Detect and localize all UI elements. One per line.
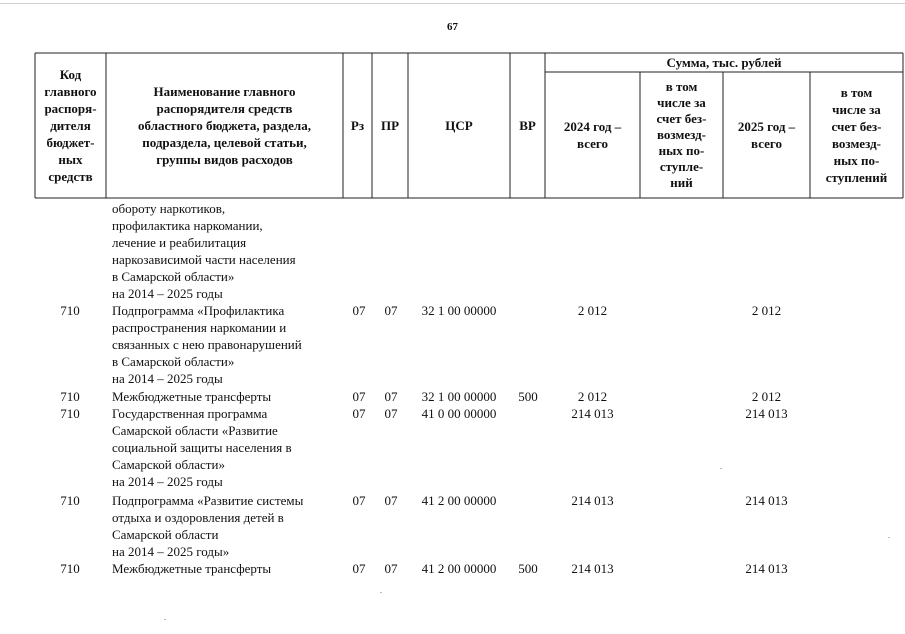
- cell-2024-total: 214 013: [571, 561, 614, 576]
- scan-speck: [380, 592, 382, 593]
- cell-vr: 500: [518, 389, 538, 404]
- header-csr: ЦСР: [445, 118, 473, 133]
- cell-code: 710: [60, 493, 80, 508]
- cell-2024-total: 2 012: [577, 303, 608, 318]
- header-2025-total: 2025 год – всего: [737, 119, 796, 151]
- cell-pr: 07: [384, 561, 398, 576]
- cell-code: 710: [60, 303, 80, 318]
- cell-code: 710: [60, 561, 80, 576]
- cell-pr: 07: [384, 493, 398, 508]
- cell-name: Межбюджетные трансферты: [112, 389, 272, 404]
- cell-code: 710: [60, 389, 80, 404]
- header-2024-grants: в том числе за счет без- возмезд- ных по- ступле- ний: [656, 79, 707, 190]
- cell-pr: 07: [384, 389, 398, 404]
- cell-rz: 07: [352, 303, 366, 318]
- cell-rz: 07: [352, 389, 366, 404]
- cell-name: Межбюджетные трансферты: [112, 561, 272, 576]
- cell-code: 710: [60, 406, 80, 421]
- cell-pr: 07: [384, 406, 398, 421]
- cell-pr: 07: [384, 303, 398, 318]
- page-number: 67: [447, 21, 458, 33]
- header-2024-total: 2024 год – всего: [563, 119, 622, 151]
- cell-csr: 41 2 00 00000: [421, 561, 497, 576]
- header-name: Наименование главного распорядителя средств областного бюджета, раздела, подраздела, целевой статьи, группы видов расходов: [138, 84, 311, 167]
- scan-speck: [164, 619, 166, 620]
- cell-2025-total: 214 013: [745, 561, 788, 576]
- cell-csr: 32 1 00 00000: [421, 303, 497, 318]
- cell-2024-total: 2 012: [577, 389, 608, 404]
- cell-csr: 32 1 00 00000: [421, 389, 497, 404]
- cell-2025-total: 2 012: [751, 303, 782, 318]
- cell-rz: 07: [352, 561, 366, 576]
- header-code: Код главного распоря- дителя бюджет- ных средств: [44, 67, 97, 184]
- header-rz: Рз: [350, 118, 365, 133]
- cell-name: обороту наркотиков, профилактика наркомании, лечение и реабилитация наркозависимой части населения в Самарской области» на 2014 – 2025 годы: [112, 201, 296, 301]
- header-vr: ВР: [519, 118, 536, 133]
- header-pr: ПР: [380, 118, 400, 133]
- cell-name: Государственная программа Самарской области «Развитие социальной защиты населения в Самарской области» на 2014 – 2025 годы: [112, 406, 292, 489]
- scan-speck: [888, 537, 890, 538]
- cell-2025-total: 214 013: [745, 406, 788, 421]
- cell-rz: 07: [352, 406, 366, 421]
- cell-name: Подпрограмма «Развитие системы отдыха и оздоровления детей в Самарской области на 2014 – 2025 годы»: [112, 493, 304, 559]
- cell-2024-total: 214 013: [571, 406, 614, 421]
- cell-csr: 41 0 00 00000: [421, 406, 497, 421]
- cell-rz: 07: [352, 493, 366, 508]
- cell-2025-total: 214 013: [745, 493, 788, 508]
- scan-top-edge: [0, 3, 905, 4]
- header-2025-grants: в том числе за счет без- возмезд- ных по- ступлений: [825, 85, 888, 185]
- header-sum: Сумма, тыс. рублей: [666, 55, 782, 70]
- cell-2024-total: 214 013: [571, 493, 614, 508]
- cell-csr: 41 2 00 00000: [421, 493, 497, 508]
- cell-2025-total: 2 012: [751, 389, 782, 404]
- scan-speck: [720, 468, 722, 469]
- cell-vr: 500: [518, 561, 538, 576]
- cell-name: Подпрограмма «Профилактика распространения наркомании и связанных с нею правонарушений в Самарской области» на 2014 – 2025 годы: [112, 303, 302, 386]
